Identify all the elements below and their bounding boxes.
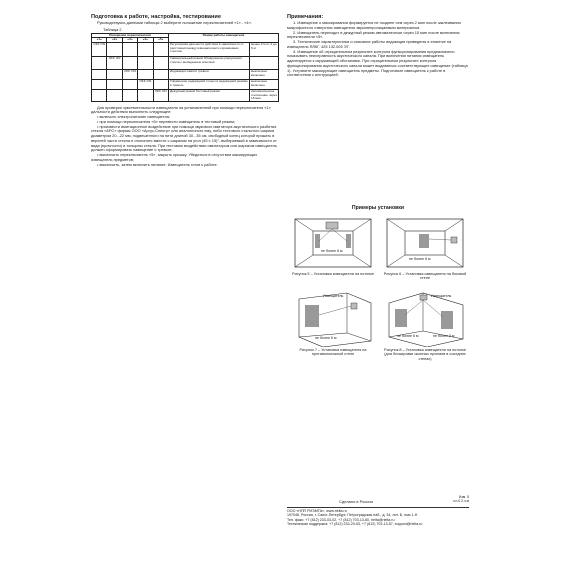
right-column: [287, 14, 469, 78]
value-cell: [250, 56, 279, 69]
note: 1. Извещение о маскировании формируется не позднее чем через 2 мин после заклеивания микрофонного отверстия извещателя звуконепроницаемым материалом.: [287, 20, 461, 30]
notes-heading: Примечания:: [287, 14, 324, 20]
left-column: [91, 14, 279, 167]
distance-label: не более 6 м: [409, 257, 431, 261]
switch-header: «1»: [92, 38, 107, 43]
value-cell: Автоматическое отключение через 15 мин: [251, 88, 277, 101]
switch-table: [91, 33, 279, 102]
distance-label: не более 6 м: [321, 249, 343, 253]
footer-divider: [287, 507, 469, 508]
made-in: Сделано в России: [339, 499, 373, 504]
figure-5-caption: Рисунок 5 – Установка извещателя на потолке: [292, 272, 374, 276]
paragraph: • выключить переключатель «5», закрыть крышку. Убедиться в отсутствии маскирующих извещатель предметов;: [91, 152, 258, 162]
note: 2. Извещатель переходит в дежурный режим автоматически через 15 мин после включения переключателя «5».: [287, 29, 460, 40]
switch-header: «5»: [153, 38, 168, 43]
figure-7-caption: Рисунок 7 – Установка извещателя на противоположной стене: [299, 348, 367, 357]
mode-cell: Управление индикацией только в индикацией режиме в тревоге: [169, 79, 250, 89]
table-row: OFF ON Универсальный режим Обнаружение разрушения стекла с выпадением осколков: [92, 56, 279, 69]
figures-title: Примеры установки: [351, 205, 405, 211]
table-row: OFF ON Управление индикацией только в индикацией режиме в тревоге выключено включено: [92, 79, 279, 89]
switch-header: «3»: [122, 38, 137, 43]
paragraph: • при помощи переключателя «5» перевести извещатель в тестовый режим;: [97, 118, 236, 124]
distance-label: не более 6 м: [397, 334, 419, 338]
contacts: [287, 509, 422, 527]
paragraph: • выключить, затем включить питание. Извещатель готов к работе.: [97, 161, 218, 167]
paragraph: Для проверки чувствительности извещателя на установленной при помощи переключателя «1» дальности действия выполнить следующее:: [91, 104, 271, 115]
detector-label: Извещатель: [431, 294, 452, 298]
table-row: OFF ON Индикация памяти тревоги выключено включено: [92, 69, 279, 79]
contact-line: Тел. факс: +7 (812) 233-03-02, +7 (812) 703-13-60, rielta@rielta.ru: [287, 517, 395, 522]
table-row: OFF ON Регулировка дальности действия в зависимости от расстояния между извещателем и охраняемым стеклом менее 2 м от 2 до 6 м: [92, 42, 279, 56]
detector-label: Извещатель: [323, 294, 344, 298]
contact-line: Техническая поддержка: +7 (812) 233-29-53, +7 (812) 703-13-57, support@rielta.ru: [287, 522, 423, 527]
table-row: OFF ON Дежурный режим Тестовый режим Автоматическое отключение через 15 мин: [92, 89, 279, 101]
mode-header: Режим работы извещателя: [169, 33, 279, 42]
figure-5-diagram: [291, 215, 375, 271]
figure-8-diagram: [383, 289, 467, 347]
paragraph: • произвести имитационное воздействие при помощи звукового имитатора акустического разбития стекла «АРС» фирмы ООО «Аргус-Спектр» или аналогичного ему, либо тестового стального шарика диаметром 20...22 мм, подвешенного на нити длиной 30...35 см, свободный конец которой прижать в верхней части стекла и отклонить вместе с шариком на угол (45 ± 15)°, выбираемый в зависимости от вида (прочности) и толщины стекла. При тестовом воздействии имитатором или шариком извещатель должен сформировать извещение о тревоге;: [91, 123, 277, 153]
value-cell: выключено включено: [250, 69, 279, 79]
figure-6-caption: Рисунок 6 – Установка извещателя на боковой стене: [383, 272, 467, 281]
revision-mark: Изм. 5 ч.н.0.2.ч.м: [452, 495, 469, 503]
switch-header: «4»: [138, 38, 153, 43]
distance-label: не более 6 м: [433, 334, 455, 338]
distance-label: не более 6 м: [315, 336, 337, 340]
mode-cell: Дежурный режим Тестовый режим: [169, 89, 250, 101]
value-cell: выключено включено: [250, 79, 279, 89]
figure-6-diagram: [383, 215, 467, 271]
mode-cell: Индикация памяти тревоги: [169, 69, 250, 79]
switch-group-header: Положение переключателя: [92, 33, 169, 38]
figure-8-caption: Рисунок 8 – Установка извещателя на потолке (для блокировки оконных проемов в соседних стенах): [384, 348, 466, 361]
paragraph: • включить электропитание извещателя;: [97, 114, 171, 120]
note: 3. Технические характеристики и описание работы индикации приведены в этикетке на извещатель ЯЛКГ. 425 132.005 ЭТ.: [287, 39, 452, 49]
figure-7-diagram: [291, 289, 375, 347]
contact-line: 197046, Россия, г. Санкт-Петербург, Петроградская наб., д. 34, лит. Б, пом 1-Н: [287, 513, 418, 518]
setup-heading: Подготовка к работе, настройка, тестирование: [91, 14, 221, 20]
setup-intro: Руководствуясь данными таблицы 2 выберите положение переключателей «1» - «4».: [97, 20, 252, 25]
switch-header: «2»: [107, 38, 122, 43]
table-label: Таблица 2: [103, 26, 122, 32]
value-cell: менее 2 м от 2 до 6 м: [250, 42, 279, 56]
note: 4. Извещение об отрицательном результате контроля функционирования предназначено показывать неисправность акустического канала. При включении питания извещатель адаптируется к окружающей обстановке. При отрицательном результате контроля функционирования акустического канала может выдаваться соответствующее извещение (таблица 1). Устраните маскирующие извещатель предметы. Подготовьте извещатель к работе в соответствии с инструкцией.: [287, 48, 468, 78]
mode-cell: Регулировка дальности действия в зависимости от расстояния между извещателем и охраняемым стеклом: [169, 42, 250, 56]
mode-cell: Универсальный режим Обнаружение разрушения стекла с выпадением осколков: [169, 56, 250, 69]
contact-line: ООО «НПП РИЭМТА», www.rielta.ru: [287, 509, 347, 513]
